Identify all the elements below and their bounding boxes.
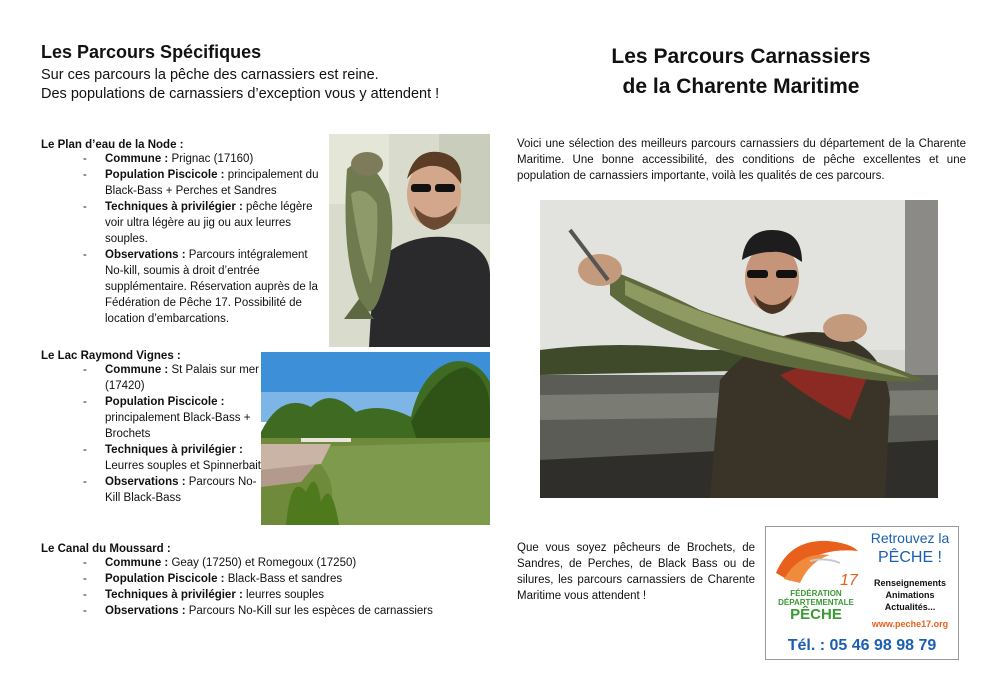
federation-logo	[770, 531, 862, 627]
left-intro-line1: Sur ces parcours la pêche des carnassiers est reine.	[41, 67, 379, 83]
right-title-line1: Les Parcours Carnassiers	[611, 45, 871, 68]
promo-website: www.peche17.org	[871, 619, 949, 629]
promo-heading2: PÊCHE !	[877, 549, 942, 566]
promo-info3: Actualités...	[884, 602, 936, 612]
promo-box	[765, 526, 959, 660]
left-title: Les Parcours Spécifiques	[41, 42, 262, 62]
list-item: - Techniques à privilégier : Leurres souples et Spinnerbait	[41, 442, 263, 474]
logo-number: 17	[840, 572, 858, 589]
logo-line3: PÊCHE	[790, 606, 842, 623]
logo-line1: FÉDÉRATION	[790, 589, 842, 598]
section-title: Le Lac Raymond Vignes :	[41, 350, 181, 362]
promo-info1: Renseignements	[873, 578, 947, 588]
promo-info	[864, 577, 956, 613]
list-item: - Observations : Parcours intégralement No-kill, soumis à droit d’entrée supplémentaire. Réservation auprès de la Fédération de Pêche 17. Possibilité de location d’embarcations.	[41, 247, 326, 327]
right-closing: Que vous soyez pêcheurs de Brochets, de Sandres, de Perches, de Black Bass ou de silures, les parcours carnassiers de Charente Maritime vous attendent !	[517, 542, 755, 602]
section-plan-eau-node	[41, 139, 326, 327]
list-item: - Commune : St Palais sur mer (17420)	[41, 362, 263, 394]
photo-lac-raymond-vignes	[261, 352, 490, 525]
list-item: - Techniques à privilégier : leurres souples	[41, 587, 481, 603]
promo-heading1: Retrouvez la	[870, 530, 950, 546]
list-item: - Population Piscicole : Black-Bass et sandres	[41, 571, 481, 587]
left-intro	[41, 66, 511, 104]
right-title-line2: de la Charente Maritime	[622, 75, 860, 98]
fish-logo-icon	[770, 531, 862, 591]
list-item: - Population Piscicole : principalement Black-Bass + Brochets	[41, 394, 263, 442]
promo-phone: Tél. : 05 46 98 98 79	[787, 637, 937, 654]
list-item: - Observations : Parcours No-Kill Black-Bass	[41, 474, 263, 506]
list-item: - Population Piscicole : principalement du Black-Bass + Perches et Sandres	[41, 167, 326, 199]
section-list	[41, 555, 481, 619]
promo-heading	[864, 529, 956, 567]
section-list	[41, 151, 326, 327]
logo-line2: DÉPARTEMENTALE	[778, 598, 854, 607]
promo-info2: Animations	[885, 590, 935, 600]
logo-text	[770, 589, 862, 623]
section-list	[41, 362, 263, 506]
list-item: - Commune : Prignac (17160)	[41, 151, 326, 167]
list-item: - Commune : Geay (17250) et Romegoux (17250)	[41, 555, 481, 571]
right-intro: Voici une sélection des meilleurs parcours carnassiers du département de la Charente Maritime. Une bonne accessibilité, des conditions de pêche excellentes et une population de carnassiers importante, voilà les qualités de ces parcours.	[517, 138, 966, 182]
list-item: - Observations : Parcours No-Kill sur les espèces de carnassiers	[41, 603, 481, 619]
section-title: Le Plan d’eau de la Node :	[41, 139, 184, 151]
photo-black-bass-angler	[329, 134, 490, 347]
list-item: - Techniques à privilégier : pêche légère voir ultra légère au jig ou aux leurres souples.	[41, 199, 326, 247]
right-title	[520, 42, 962, 102]
section-lac-raymond-vignes	[41, 350, 263, 506]
photo-pike-angler	[540, 200, 938, 498]
left-intro-line2: Des populations de carnassiers d’exception vous y attendent !	[41, 86, 440, 102]
section-canal-moussard	[41, 543, 481, 619]
section-title: Le Canal du Moussard :	[41, 543, 171, 555]
